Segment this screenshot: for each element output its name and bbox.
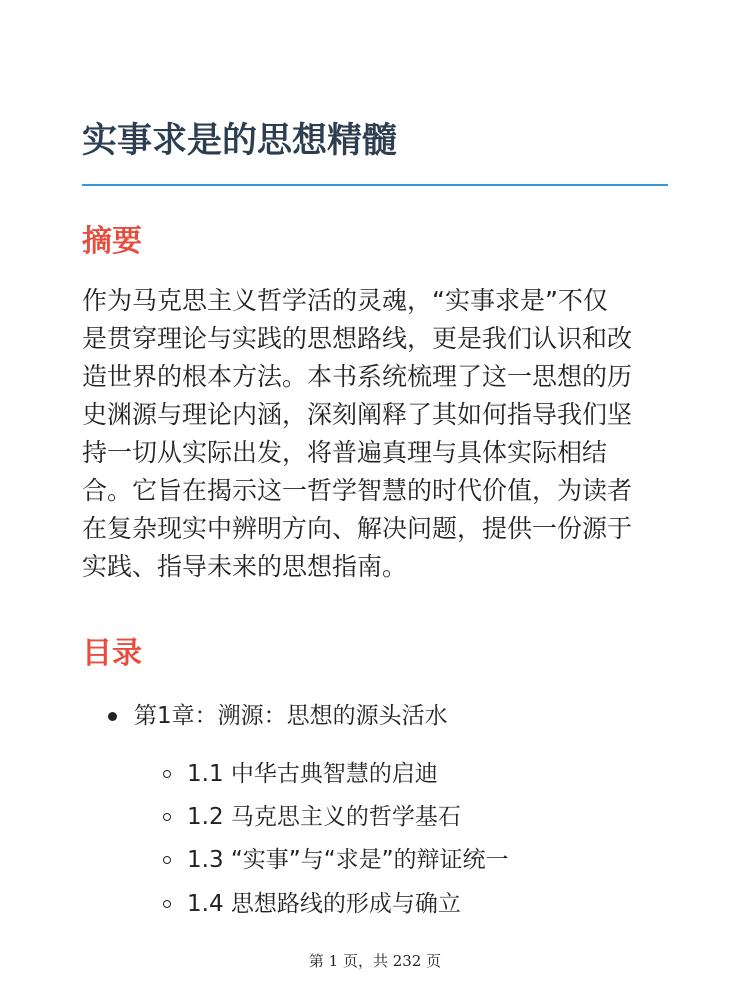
toc-heading: 目录 bbox=[82, 636, 142, 671]
toc-section-label: 1.1 中华古典智慧的启迪 bbox=[187, 761, 438, 787]
bullet-circle-icon bbox=[163, 856, 171, 864]
toc-section-label: 1.2 马克思主义的哲学基石 bbox=[187, 804, 461, 830]
abstract-line: 作为马克思主义哲学活的灵魂，“实事求是”不仅 bbox=[82, 286, 608, 315]
toc-section-label: 1.4 思想路线的形成与确立 bbox=[187, 891, 461, 917]
abstract-line: 在复杂现实中辨明方向、解决问题，提供一份源于 bbox=[82, 514, 633, 543]
abstract-paragraph bbox=[82, 282, 672, 586]
abstract-line: 史渊源与理论内涵，深刻阐释了其如何指导我们坚 bbox=[82, 400, 633, 429]
toc-chapter-label: 第1章：溯源：思想的源头活水 bbox=[134, 703, 448, 729]
title-divider bbox=[82, 184, 668, 186]
toc-chapter-item[interactable] bbox=[108, 698, 448, 734]
abstract-line: 是贯穿理论与实践的思想路线，更是我们认识和改 bbox=[82, 324, 633, 353]
toc-section-label: 1.3 “实事”与“求是”的辩证统一 bbox=[187, 847, 509, 873]
bullet-disc-icon bbox=[108, 712, 117, 721]
toc-section-item[interactable] bbox=[163, 799, 461, 835]
abstract-line: 持一切从实际出发，将普遍真理与具体实际相结 bbox=[82, 438, 608, 467]
page-number-footer: 第 1 页，共 232 页 bbox=[308, 952, 442, 970]
bullet-circle-icon bbox=[163, 900, 171, 908]
abstract-line: 合。它旨在揭示这一哲学智慧的时代价值，为读者 bbox=[82, 476, 633, 505]
abstract-line: 造世界的根本方法。本书系统梳理了这一思想的历 bbox=[82, 362, 633, 391]
toc-section-item[interactable] bbox=[163, 756, 438, 792]
toc-section-item[interactable] bbox=[163, 842, 509, 878]
abstract-heading: 摘要 bbox=[82, 224, 142, 259]
toc-section-item[interactable] bbox=[163, 886, 461, 922]
bullet-circle-icon bbox=[163, 770, 171, 778]
abstract-line: 实践、指导未来的思想指南。 bbox=[82, 552, 408, 581]
document-title: 实事求是的思想精髓 bbox=[82, 121, 398, 161]
bullet-circle-icon bbox=[163, 813, 171, 821]
